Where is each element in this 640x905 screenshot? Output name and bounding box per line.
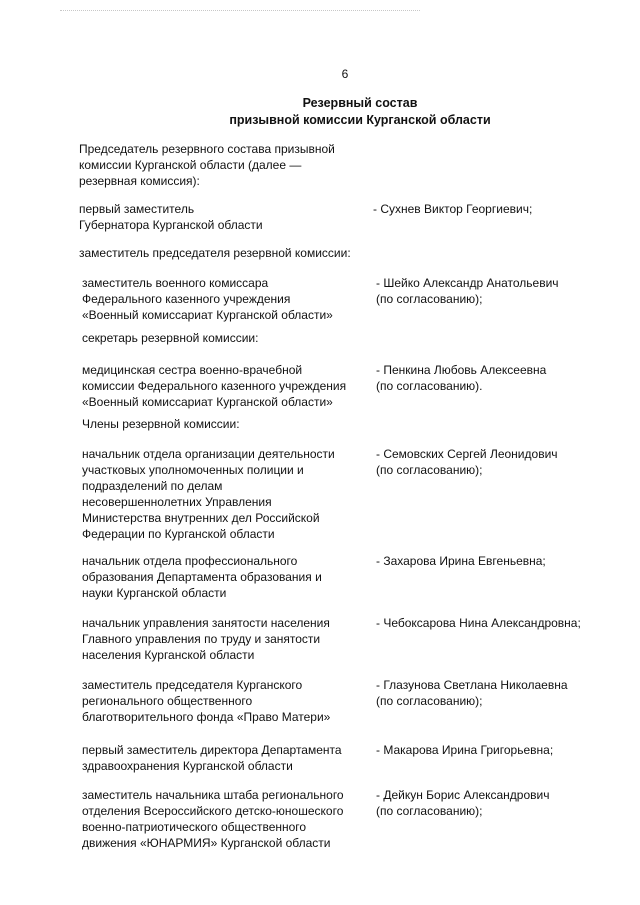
title-line-1: Резервный состав xyxy=(302,96,418,110)
deputy-name: - Шейко Александр Анатольевич (по согласованию); xyxy=(376,276,559,306)
member-name: - Семовских Сергей Леонидович (по согласованию); xyxy=(376,447,558,477)
member-name: - Захарова Ирина Евгеньевна; xyxy=(376,554,546,568)
secretary-name: - Пенкина Любовь Алексеевна (по согласованию). xyxy=(376,363,547,393)
member-position: начальник управления занятости населения Главного управления по труду и занятости населения Курганской области xyxy=(82,616,330,662)
document-title xyxy=(0,95,640,129)
chair-position: первый заместитель Губернатора Курганской области xyxy=(79,202,263,232)
member-name: - Глазунова Светлана Николаевна (по согласованию); xyxy=(376,678,568,708)
intro-paragraph: Председатель резервного состава призывной комиссии Курганской области (далее — резервная комиссия): xyxy=(79,142,335,188)
secretary-position: медицинская сестра военно-врачебной комиссии Федерального казенного учреждения «Военный комиссариат Курганской области» xyxy=(82,363,347,409)
page-number: 6 xyxy=(341,67,349,81)
member-position: заместитель начальника штаба регионального отделения Всероссийского детско-юношеского военно-патриотического общественного движения «ЮНАРМИЯ» Курганской области xyxy=(82,788,344,850)
member-name: - Чебоксарова Нина Александровна; xyxy=(376,616,581,630)
deputy-heading: заместитель председателя резервной комиссии: xyxy=(79,246,351,260)
member-position: начальник отдела профессионального образования Департамента образования и науки Курганской области xyxy=(82,554,322,600)
member-name: - Макарова Ирина Григорьевна; xyxy=(376,743,554,757)
chair-name: - Сухнев Виктор Георгиевич; xyxy=(373,202,533,216)
member-position: начальник отдела организации деятельности участковых уполномоченных полиции и подразделений по делам несовершеннолетних Управления Министерства внутренних дел Российской Федерации по Курганской области xyxy=(82,447,335,541)
member-name: - Дейкун Борис Александрович (по согласованию); xyxy=(376,788,550,818)
title-line-2: призывной комиссии Курганской области xyxy=(229,113,491,127)
scan-header-line xyxy=(60,10,420,11)
member-position: первый заместитель директора Департамента здравоохранения Курганской области xyxy=(82,743,342,773)
members-heading: Члены резервной комиссии: xyxy=(82,417,240,431)
member-position: заместитель председателя Курганского регионального общественного благотворительного фонда «Право Матери» xyxy=(82,678,331,724)
secretary-heading: секретарь резервной комиссии: xyxy=(82,331,259,345)
deputy-position: заместитель военного комиссара Федерального казенного учреждения «Военный комиссариат Курганской области» xyxy=(82,276,333,322)
